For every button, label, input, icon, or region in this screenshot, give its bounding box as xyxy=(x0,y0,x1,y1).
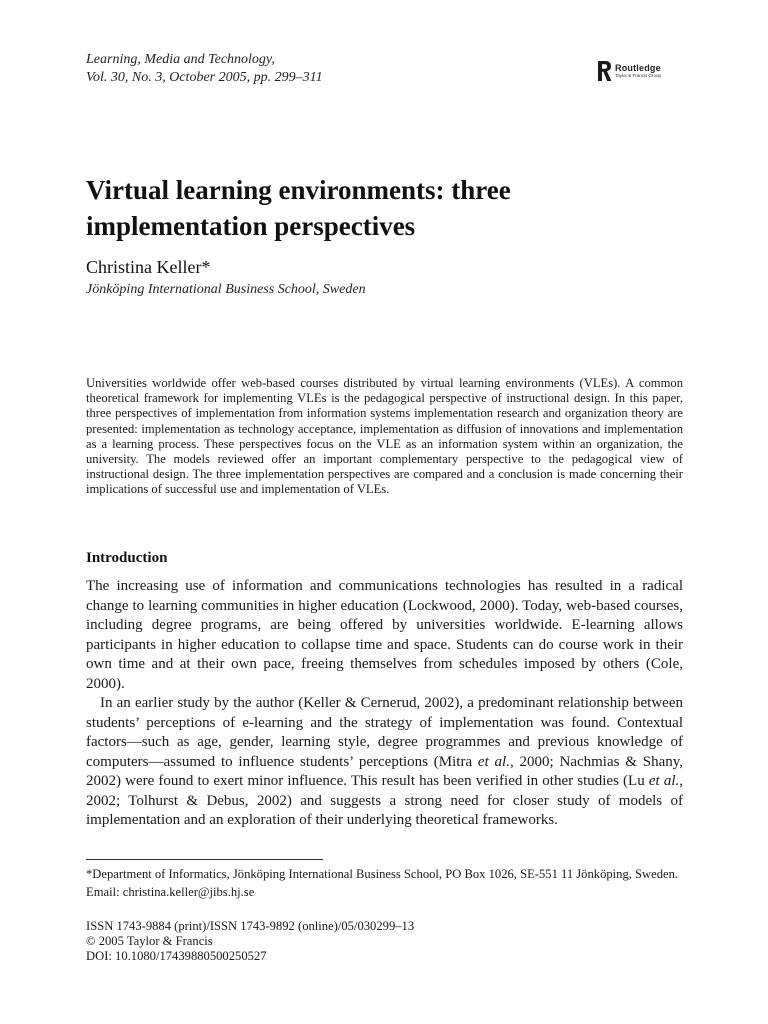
author-name: Christina Keller* xyxy=(86,257,211,277)
paragraph-1: The increasing use of information and communications technologies has resulted in a radical change to learning communities in higher education (Lockwood, 2000). Today, web-based courses, including degree programs, are being offered by universities worldwide. E-learning allows participants in higher education to collapse time and space. Students can do course work in their own time and at their own pace, freeing themselves from schedules imposed by others (Cole, 2000). xyxy=(86,578,683,692)
abstract: Universities worldwide offer web-based courses distributed by virtual learning environments (VLEs). A common theoretical framework for implementing VLEs is the pedagogical perspective of instructional design. In this paper, three perspectives of implementation from information systems implementation research and organization theory are presented: implementation as technology acceptance, implementation as diffusion of innovations and implementation as a learning process. These perspectives focus on the VLE as an information system within an organization, the university. The models reviewed offer an important complementary perspective to the pedagogical view of instructional design. The three implementation perspectives are compared and a conclusion is made concerning their implications of successful use and implementation of VLEs. xyxy=(86,376,683,497)
journal-citation xyxy=(86,51,323,87)
introduction-body xyxy=(86,577,683,831)
journal-volume-issue: Vol. 30, No. 3, October 2005, pp. 299–311 xyxy=(86,70,323,85)
et-al-italic: et al. xyxy=(477,753,510,770)
journal-name: Learning, Media and Technology, xyxy=(86,52,275,67)
title-line-2: implementation perspectives xyxy=(86,211,416,241)
paragraph-2-text-c: , 2002; Tolhurst & Debus, 2002) and suggests a strong need for closer study of models of implementation and an exploration of their underlying theoretical frameworks. xyxy=(86,773,683,828)
paragraph-2-text-b: , 2000; Nachmias & Shany, 2002) were found to exert minor influence. This result has been verified in other studies (Lu xyxy=(86,753,684,789)
section-heading-introduction: Introduction xyxy=(86,550,168,566)
copyright-line: © 2005 Taylor & Francis xyxy=(86,934,213,948)
publisher-name: Routledge xyxy=(615,62,661,73)
publisher-group: Taylor & Francis Group xyxy=(615,72,662,78)
paragraph-2 xyxy=(86,694,683,831)
footnote: *Department of Informatics, Jönköping International Business School, PO Box 1026, SE-551 11 Jönköping, Sweden. Email: christina.keller@jibs.hj.se xyxy=(86,867,679,899)
article-title xyxy=(86,172,686,244)
footnote-divider xyxy=(86,859,323,860)
publication-info xyxy=(86,919,414,964)
publisher-logo xyxy=(597,60,661,82)
title-line-1: Virtual learning environments: three xyxy=(86,175,511,205)
issn-line: ISSN 1743-9884 (print)/ISSN 1743-9892 (online)/05/030299–13 xyxy=(86,919,415,933)
doi-line: DOI: 10.1080/17439880500250527 xyxy=(86,949,267,963)
routledge-r-logo-icon xyxy=(597,60,612,82)
paragraph-2-text-a: In an earlier study by the author (Keller & Cernerud, 2002), a predominant relationship between students’ perceptions of e-learning and the strategy of implementation was found. Contextual factors—such as age, gender, learning style, degree programmes and previous knowledge of computers—assumed to influence students’ perceptions (Mitra xyxy=(86,695,683,770)
author-affiliation: Jönköping International Business School, Sweden xyxy=(86,282,366,297)
et-al-italic: et al. xyxy=(648,773,680,789)
